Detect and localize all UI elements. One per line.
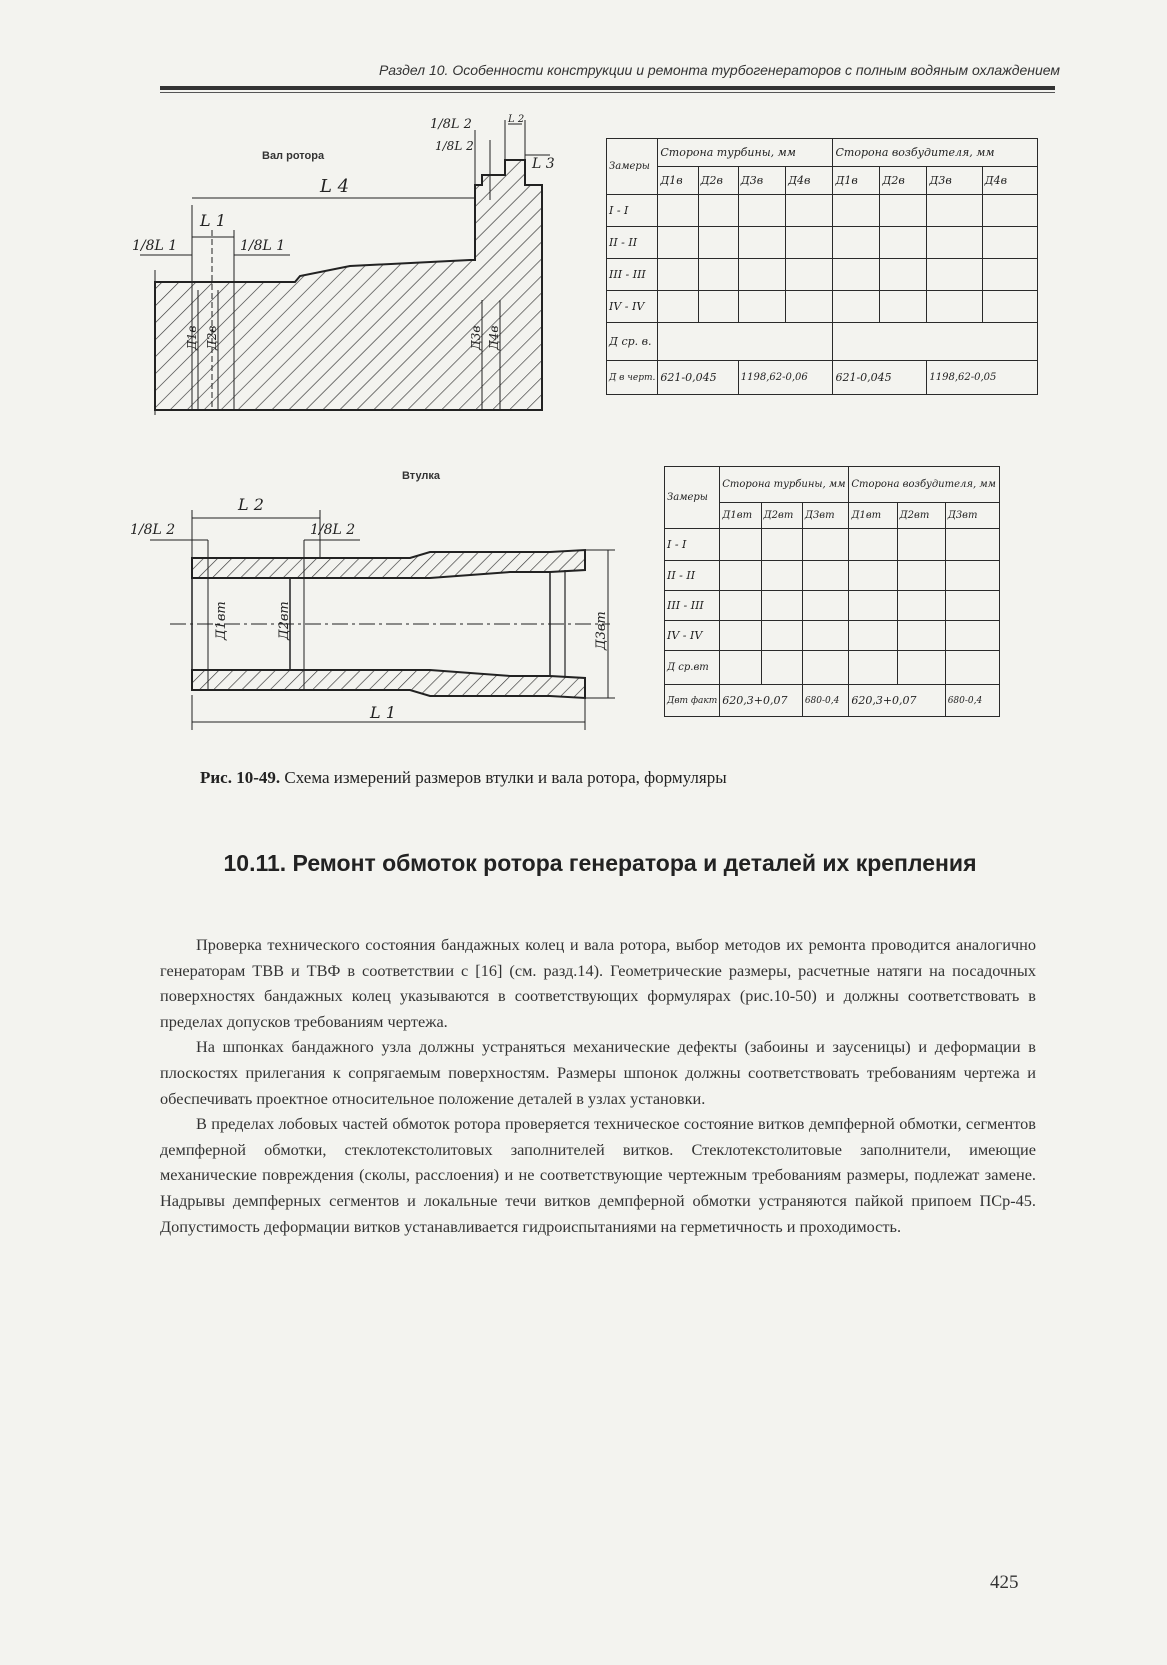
drawing-label: Д в черт. xyxy=(607,361,658,395)
table-row xyxy=(607,291,1038,323)
sleeve-dim-d1vt: Д1вт xyxy=(214,601,229,640)
table-row xyxy=(665,685,1000,717)
rotor-col-header: Д1в xyxy=(833,167,880,195)
row-label: III - III xyxy=(607,259,658,291)
rotor-col-header: Д1в xyxy=(658,167,698,195)
page-number: 425 xyxy=(990,1572,1019,1593)
rotor-turbine-side: Сторона турбины, мм xyxy=(658,139,833,167)
sleeve-drawing xyxy=(130,490,620,735)
paragraph: На шпонках бандажного узла должны устраняться механические дефекты (забоины и заусеницы) и деформации в плоскостях прилегания к сопрягаемым поверхностям. Размеры шпонок должны соответствовать требованиям чертежа и обеспечивать проектное относительное положение деталей в узлах установки. xyxy=(160,1037,1036,1108)
rotor-col-header: Д4в xyxy=(786,167,833,195)
rotor-table-corner: Замеры xyxy=(607,139,658,195)
dim-eighth-l2-a: 1/8L 2 xyxy=(430,117,472,132)
table-row xyxy=(665,529,1000,561)
row-label: II - II xyxy=(665,561,720,591)
sleeve-dim-l2: L 2 xyxy=(238,495,264,514)
drawing-value: 621-0,045 xyxy=(833,361,927,395)
fact-value: 680-0,4 xyxy=(802,685,849,717)
sleeve-col-header: Д2вт xyxy=(897,503,945,529)
figure-caption xyxy=(200,768,1000,788)
sleeve-col-header: Д3вт xyxy=(945,503,999,529)
rotor-col-header: Д3в xyxy=(927,167,982,195)
running-head: Раздел 10. Особенности конструкции и ремонта турбогенераторов с полным водяным охлаждением xyxy=(378,62,1060,78)
dim-eighth-l2-b: 1/8L 2 xyxy=(435,139,474,153)
dim-eighth-l1-left: 1/8L 1 xyxy=(132,238,178,254)
sleeve-col-header: Д3вт xyxy=(802,503,849,529)
section-title: 10.11. Ремонт обмоток ротора генератора и деталей их крепления xyxy=(223,850,977,876)
rotor-shaft-drawing xyxy=(130,110,590,420)
header-rule xyxy=(160,86,1055,90)
table-row xyxy=(607,195,1038,227)
dim-l1: L 1 xyxy=(200,211,226,230)
rotor-measurement-table xyxy=(606,138,1038,395)
row-label: IV - IV xyxy=(665,621,720,651)
sleeve-col-header: Д1вт xyxy=(720,503,761,529)
row-label: I - I xyxy=(665,529,720,561)
table-row xyxy=(607,323,1038,361)
sleeve-col-header: Д1вт xyxy=(849,503,897,529)
sleeve-col-header: Д2вт xyxy=(761,503,802,529)
table-row xyxy=(665,651,1000,685)
drawing-value: 1198,62-0,06 xyxy=(738,361,833,395)
sleeve-fact-label: Двт факт xyxy=(665,685,720,717)
sleeve-measurement-table xyxy=(664,466,1000,717)
sleeve-dim-d2vt: Д2вт xyxy=(277,601,292,640)
sleeve-avg-label: Д ср.вт xyxy=(665,651,720,685)
sleeve-table-corner: Замеры xyxy=(665,467,720,529)
rotor-col-header: Д2в xyxy=(698,167,738,195)
sleeve-exciter-side: Сторона возбудителя, мм xyxy=(849,467,1000,503)
figure-number: Рис. 10-49. xyxy=(200,768,281,787)
dim-d4v: Д4в xyxy=(487,325,501,350)
dim-d2v: Д2в xyxy=(205,325,219,350)
paragraph: Проверка технического состояния бандажных колец и вала ротора, выбор методов их ремонта проводится аналогично генераторам ТВВ и ТВФ в соответствии с [16] (см. разд.14). Геометрические размеры, расчетные натяги на посадочных поверхностях бандажных колец указываются в соответствующих формулярах (рис.10-50) и должны соответствовать в пределах допусков требованиям чертежа. xyxy=(160,935,1036,1031)
sleeve-dim-d3vt: Д3вт xyxy=(594,611,609,650)
dim-d1v: Д1в xyxy=(185,325,199,350)
fact-value: 620,3+0,07 xyxy=(849,685,945,717)
drawing-value: 1198,62-0,05 xyxy=(927,361,1038,395)
sleeve-label: Втулка xyxy=(402,470,441,482)
table-row xyxy=(607,259,1038,291)
table-row xyxy=(665,621,1000,651)
dim-l2: L 2 xyxy=(508,114,525,125)
rotor-col-header: Д4в xyxy=(982,167,1037,195)
rotor-col-header: Д2в xyxy=(880,167,927,195)
fact-value: 620,3+0,07 xyxy=(720,685,803,717)
dim-d3v: Д3в xyxy=(469,325,483,350)
table-row xyxy=(665,591,1000,621)
sleeve-dim-l1: L 1 xyxy=(370,703,396,722)
table-row xyxy=(607,227,1038,259)
rotor-col-header: Д3в xyxy=(738,167,785,195)
row-label: III - III xyxy=(665,591,720,621)
sleeve-turbine-side: Сторона турбины, мм xyxy=(720,467,849,503)
dim-l4: L 4 xyxy=(320,176,350,197)
figure-caption-text: Схема измерений размеров втулки и вала ротора, формуляры xyxy=(280,768,727,787)
rotor-exciter-side: Сторона возбудителя, мм xyxy=(833,139,1038,167)
row-label: II - II xyxy=(607,227,658,259)
sleeve-dim-eighth-l2-right: 1/8L 2 xyxy=(310,522,356,538)
avg-label: Д ср. в. xyxy=(607,323,658,361)
section-body xyxy=(160,932,1036,1239)
sleeve-dim-eighth-l2-left: 1/8L 2 xyxy=(130,522,176,538)
dim-l3: L 3 xyxy=(532,156,555,172)
rotor-shaft-label: Вал ротора xyxy=(262,150,325,162)
fact-value: 680-0,4 xyxy=(945,685,999,717)
dim-eighth-l1-right: 1/8L 1 xyxy=(240,238,286,254)
row-label: I - I xyxy=(607,195,658,227)
table-row xyxy=(607,361,1038,395)
table-row xyxy=(665,561,1000,591)
drawing-value: 621-0,045 xyxy=(658,361,738,395)
rotor-table-header-row xyxy=(607,167,1038,195)
row-label: IV - IV xyxy=(607,291,658,323)
header-rule-thin xyxy=(160,92,1055,93)
paragraph: В пределах лобовых частей обмоток ротора проверяется техническое состояние витков демпферной обмотки, сегментов демпферной обмотки, стеклотекстолитовых заполнителей витков. Стеклотекстолитовые заполнители, имеющие механические повреждения (сколы, расслоения) и не соответствующие чертежным требованиям размеры, подлежат замене. Надрывы демпферных сегментов и локальные течи витков демпферной обмотки устраняются пайкой припоем ПСр-45. Допустимость деформации витков устанавливается гидроиспытаниями на герметичность и проходимость. xyxy=(160,1114,1036,1236)
